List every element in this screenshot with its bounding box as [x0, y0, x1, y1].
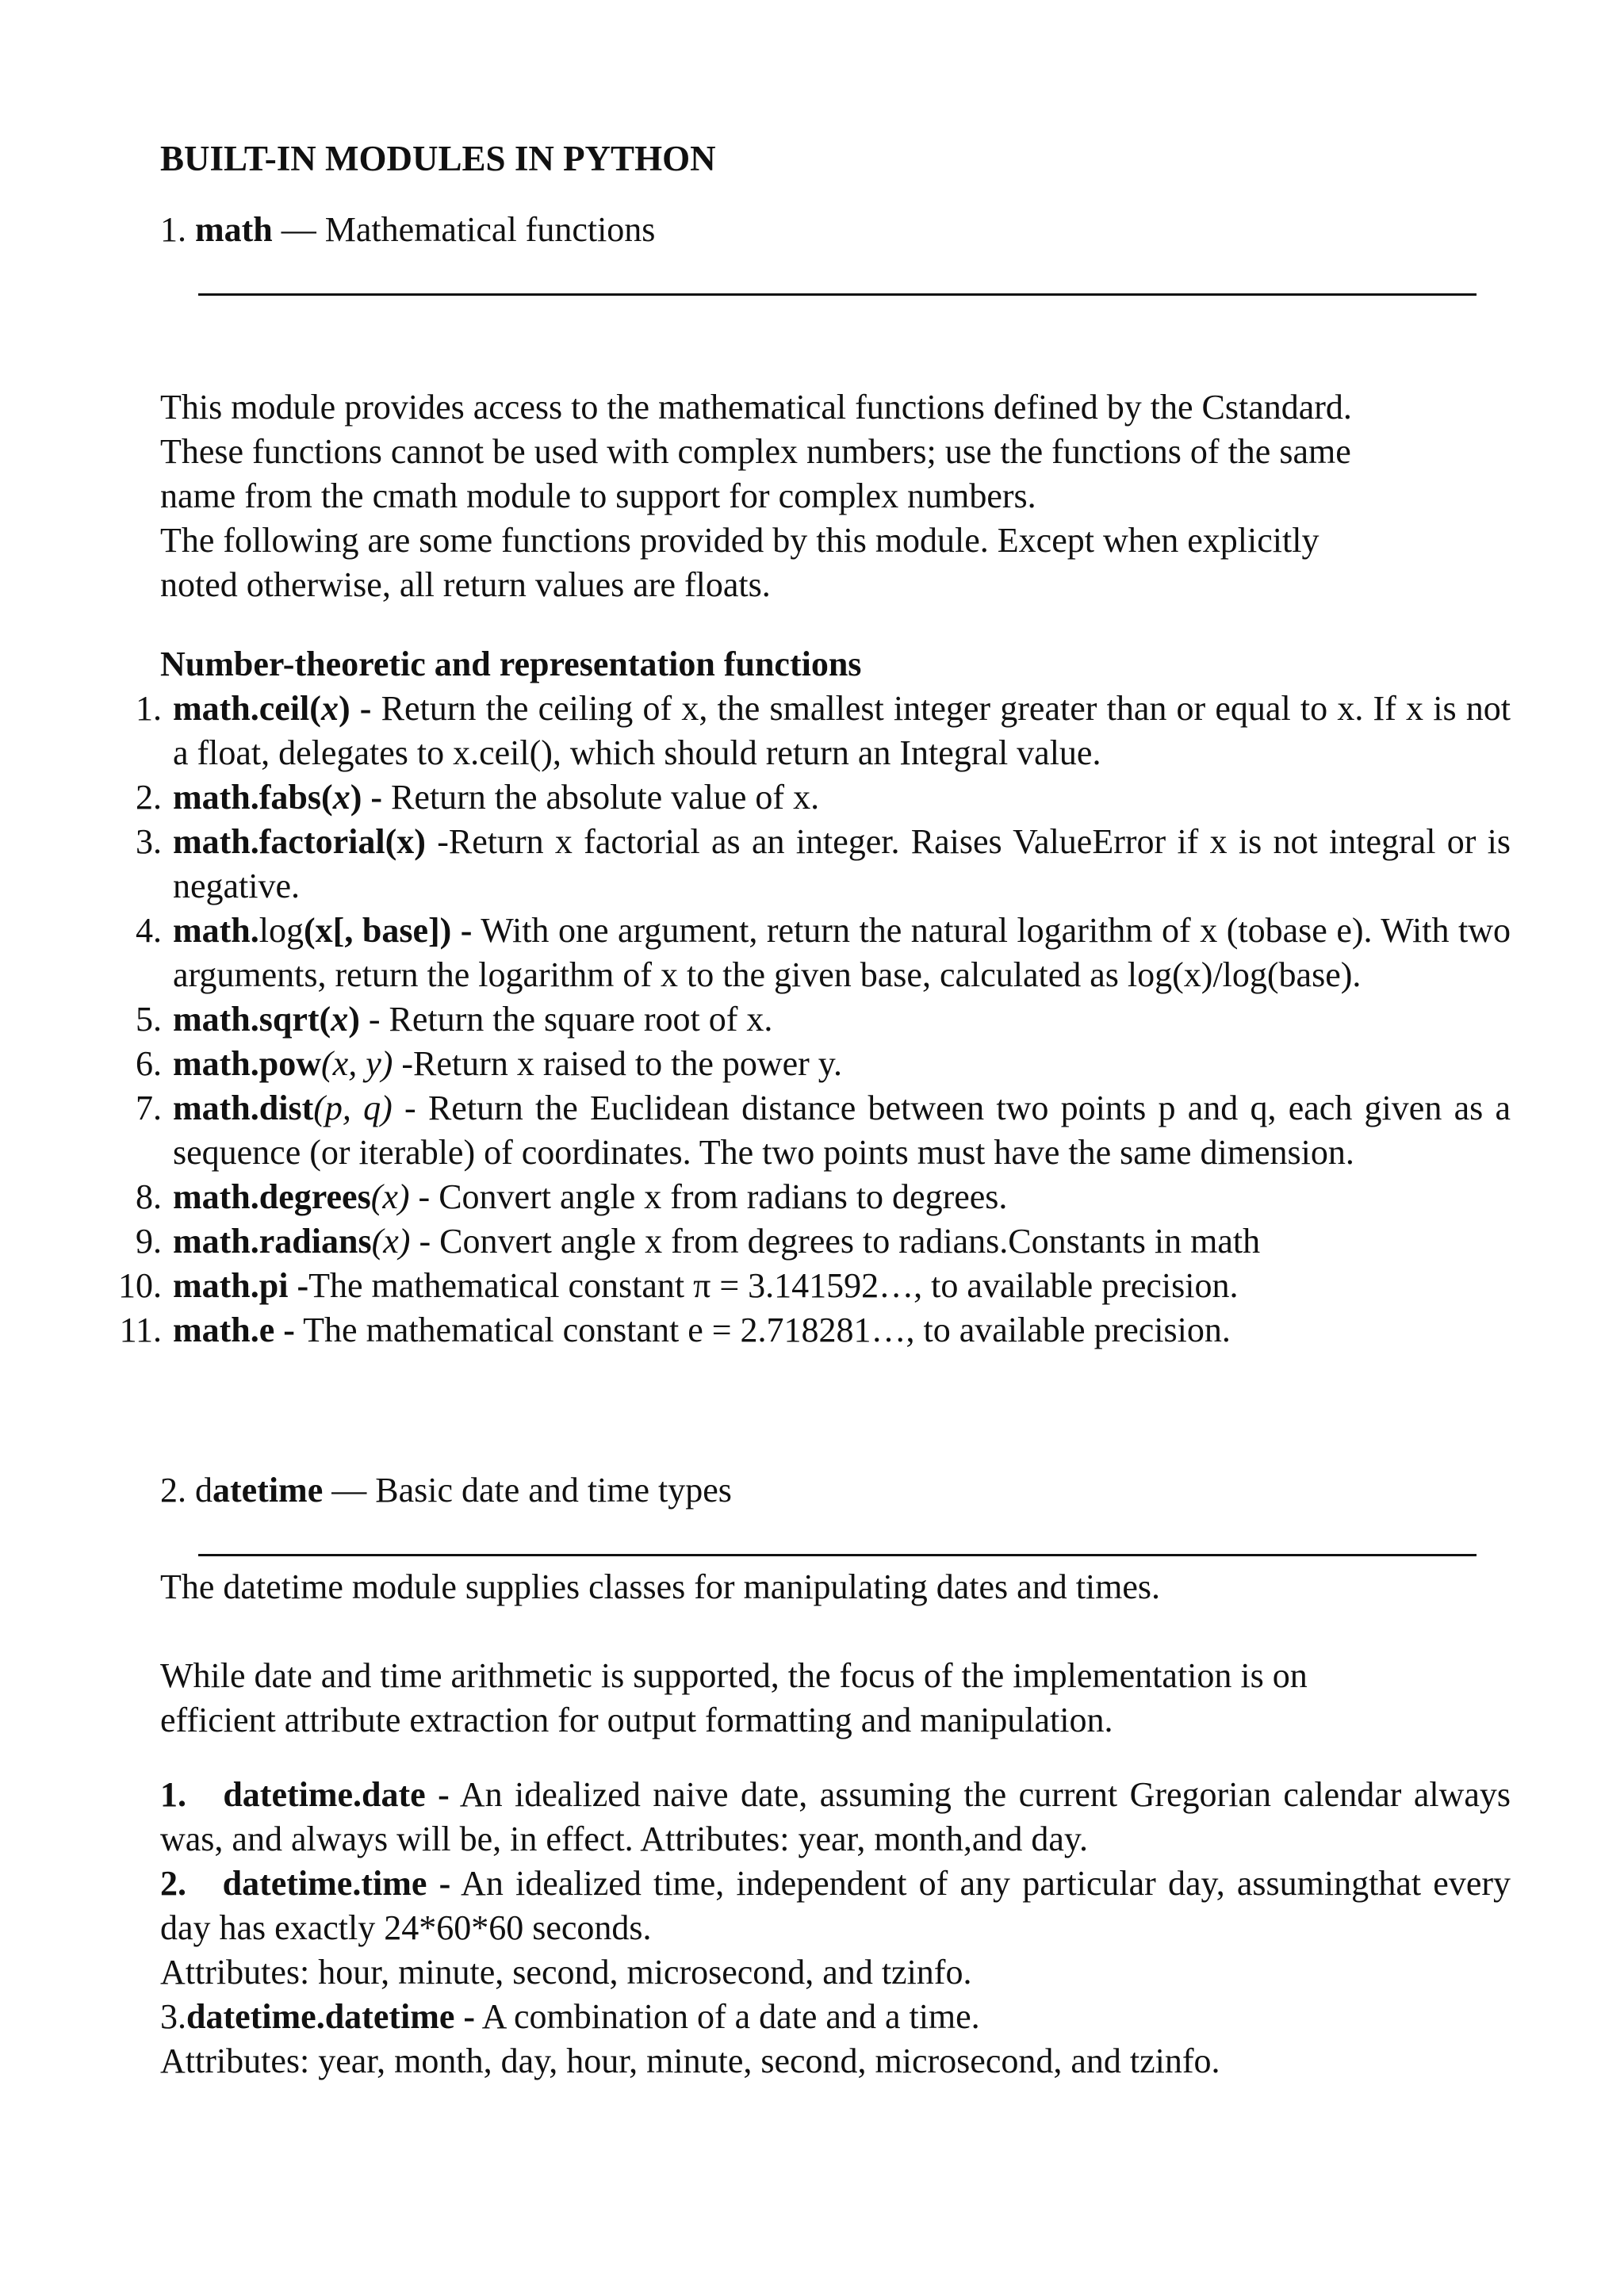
datetime-intro: The datetime module supplies classes for manipulating dates and times.: [160, 1567, 1161, 1606]
function-item: [0, 775, 1511, 820]
item-number: 9.: [136, 1222, 162, 1261]
section-description: Mathematical functions: [324, 210, 656, 249]
function-name: math.radians: [173, 1222, 372, 1261]
function-arg: x: [332, 778, 350, 817]
datetime-attributes: Attributes: hour, minute, second, microsecond, and tzinfo.: [160, 1953, 972, 1992]
item-number: 8.: [136, 1177, 162, 1216]
section-dash: —: [281, 210, 316, 249]
function-name: math.pow: [173, 1044, 322, 1083]
function-desc: The mathematical constant π = 3.141592…, to available precision.: [308, 1266, 1239, 1305]
item-number: 11.: [119, 1311, 162, 1349]
section-number: 1.: [160, 210, 186, 249]
math-section-rule: [198, 293, 1477, 296]
item-number: 2.: [160, 1864, 186, 1903]
function-item: [0, 687, 1511, 775]
intro-line: This module provides access to the mathematical functions defined by the Cstandard.: [160, 388, 1352, 427]
function-desc: Return the absolute value of x.: [382, 778, 820, 817]
function-arg: (x): [370, 1177, 410, 1216]
item-number: 4.: [136, 911, 162, 950]
item-number: 1.: [136, 689, 162, 728]
math-intro: [160, 385, 1508, 607]
datetime-intro-2: [160, 1654, 1508, 1743]
datetime-section-rule: [198, 1554, 1477, 1556]
function-item: [0, 1308, 1511, 1353]
function-item: [0, 1175, 1511, 1219]
function-item: [0, 820, 1511, 909]
function-item: [0, 1264, 1511, 1308]
function-desc: With one argument, return the natural logarithm of x (tobase e). With two arguments, return the logarithm of x to the given base, calculated as log(x)/log(base).: [173, 911, 1511, 994]
function-name: math.ceil(: [173, 689, 321, 728]
datetime-class-list: [160, 1773, 1511, 2084]
function-name: math.e -: [173, 1311, 295, 1349]
function-close: ) -: [338, 689, 372, 728]
function-item: [0, 1219, 1511, 1264]
function-name: math.fabs(: [173, 778, 333, 817]
math-function-list: [0, 687, 1511, 1353]
item-number: 2.: [136, 778, 162, 817]
datetime-item: [160, 1773, 1511, 1862]
function-arg: x: [320, 689, 339, 728]
datetime-item: [160, 1862, 1511, 1950]
function-item: [0, 909, 1511, 997]
function-name: math.dist: [173, 1089, 314, 1127]
function-name: math.sqrt(: [173, 1000, 331, 1039]
function-name: math.: [173, 911, 259, 950]
intro-line: These functions cannot be used with complex numbers; use the functions of the same: [160, 432, 1351, 471]
section-description: Basic date and time types: [375, 1471, 732, 1510]
item-number: 6.: [136, 1044, 162, 1083]
function-desc: - Return the Euclidean distance between two points p and q, each given as a sequence (or iterable) of coordinates. The two points must have the same dimension.: [173, 1089, 1511, 1172]
function-name: math.pi -: [173, 1266, 309, 1305]
section-dash: —: [331, 1471, 367, 1510]
intro-line: While date and time arithmetic is supported, the focus of the implementation is on: [160, 1656, 1308, 1695]
function-desc: - Return the square root of x.: [359, 1000, 773, 1039]
function-close: ): [348, 1000, 360, 1039]
function-desc: Return the ceiling of x, the smallest integer greater than or equal to x. If x is not a float, delegates to x.ceil(), which should return an Integral value.: [173, 689, 1511, 772]
function-arg: (x): [371, 1222, 411, 1261]
function-desc: - Convert angle x from degrees to radians.Constants in math: [410, 1222, 1261, 1261]
section-number: 2. d: [160, 1471, 213, 1510]
function-name: math.factorial(x): [173, 822, 426, 861]
function-arg: (p, q): [313, 1089, 393, 1127]
section-module-name: math: [195, 210, 273, 249]
class-desc: An idealized time, independent of any particular day, assumingthat every day has exactly 24*60*60 seconds.: [160, 1864, 1511, 1947]
function-close: (x[, base]) -: [304, 911, 473, 950]
function-desc: The mathematical constant e = 2.718281…, to available precision.: [294, 1311, 1231, 1349]
item-number: 5.: [136, 1000, 162, 1039]
page-title: BUILT-IN MODULES IN PYTHON: [160, 139, 716, 178]
datetime-attributes: Attributes: year, month, day, hour, minute, second, microsecond, and tzinfo.: [160, 2042, 1220, 2080]
class-name: datetime.datetime -: [186, 1997, 476, 2036]
class-desc: An idealized naive date, assuming the current Gregorian calendar always was, and always will be, in effect. Attributes: year, month,and day.: [160, 1775, 1511, 1858]
function-arg: x: [331, 1000, 349, 1039]
item-number: 1.: [160, 1775, 186, 1814]
intro-line: noted otherwise, all return values are floats.: [160, 565, 771, 604]
intro-line: efficient attribute extraction for output formatting and manipulation.: [160, 1701, 1113, 1739]
function-desc: -Return x factorial as an integer. Raises ValueError if x is not integral or is negative.: [173, 822, 1511, 905]
datetime-section-heading: [160, 1468, 732, 1513]
item-number: 3.: [160, 1997, 186, 2036]
class-desc: A combination of a date and a time.: [475, 1997, 980, 2036]
function-arg: log: [259, 911, 304, 950]
function-arg: (x, y): [321, 1044, 393, 1083]
datetime-item: [160, 1995, 1511, 2039]
item-number: 7.: [136, 1089, 162, 1127]
class-name: datetime.time -: [222, 1864, 451, 1903]
intro-line: The following are some functions provided by this module. Except when explicitly: [160, 521, 1320, 560]
function-close: ) -: [350, 778, 382, 817]
item-number: 3.: [136, 822, 162, 861]
function-desc: - Convert angle x from radians to degrees.: [409, 1177, 1008, 1216]
subheading: Number-theoretic and representation functions: [160, 645, 862, 683]
math-section-heading: [160, 208, 655, 252]
section-module-name: atetime: [213, 1471, 324, 1510]
function-item: [0, 1086, 1511, 1175]
function-item: [0, 997, 1511, 1042]
function-name: math.degrees: [173, 1177, 371, 1216]
class-name: datetime.date -: [223, 1775, 450, 1814]
function-item: [0, 1042, 1511, 1086]
intro-line: name from the cmath module to support for complex numbers.: [160, 476, 1036, 515]
item-number: 10.: [118, 1266, 162, 1305]
function-desc: -Return x raised to the power y.: [393, 1044, 842, 1083]
